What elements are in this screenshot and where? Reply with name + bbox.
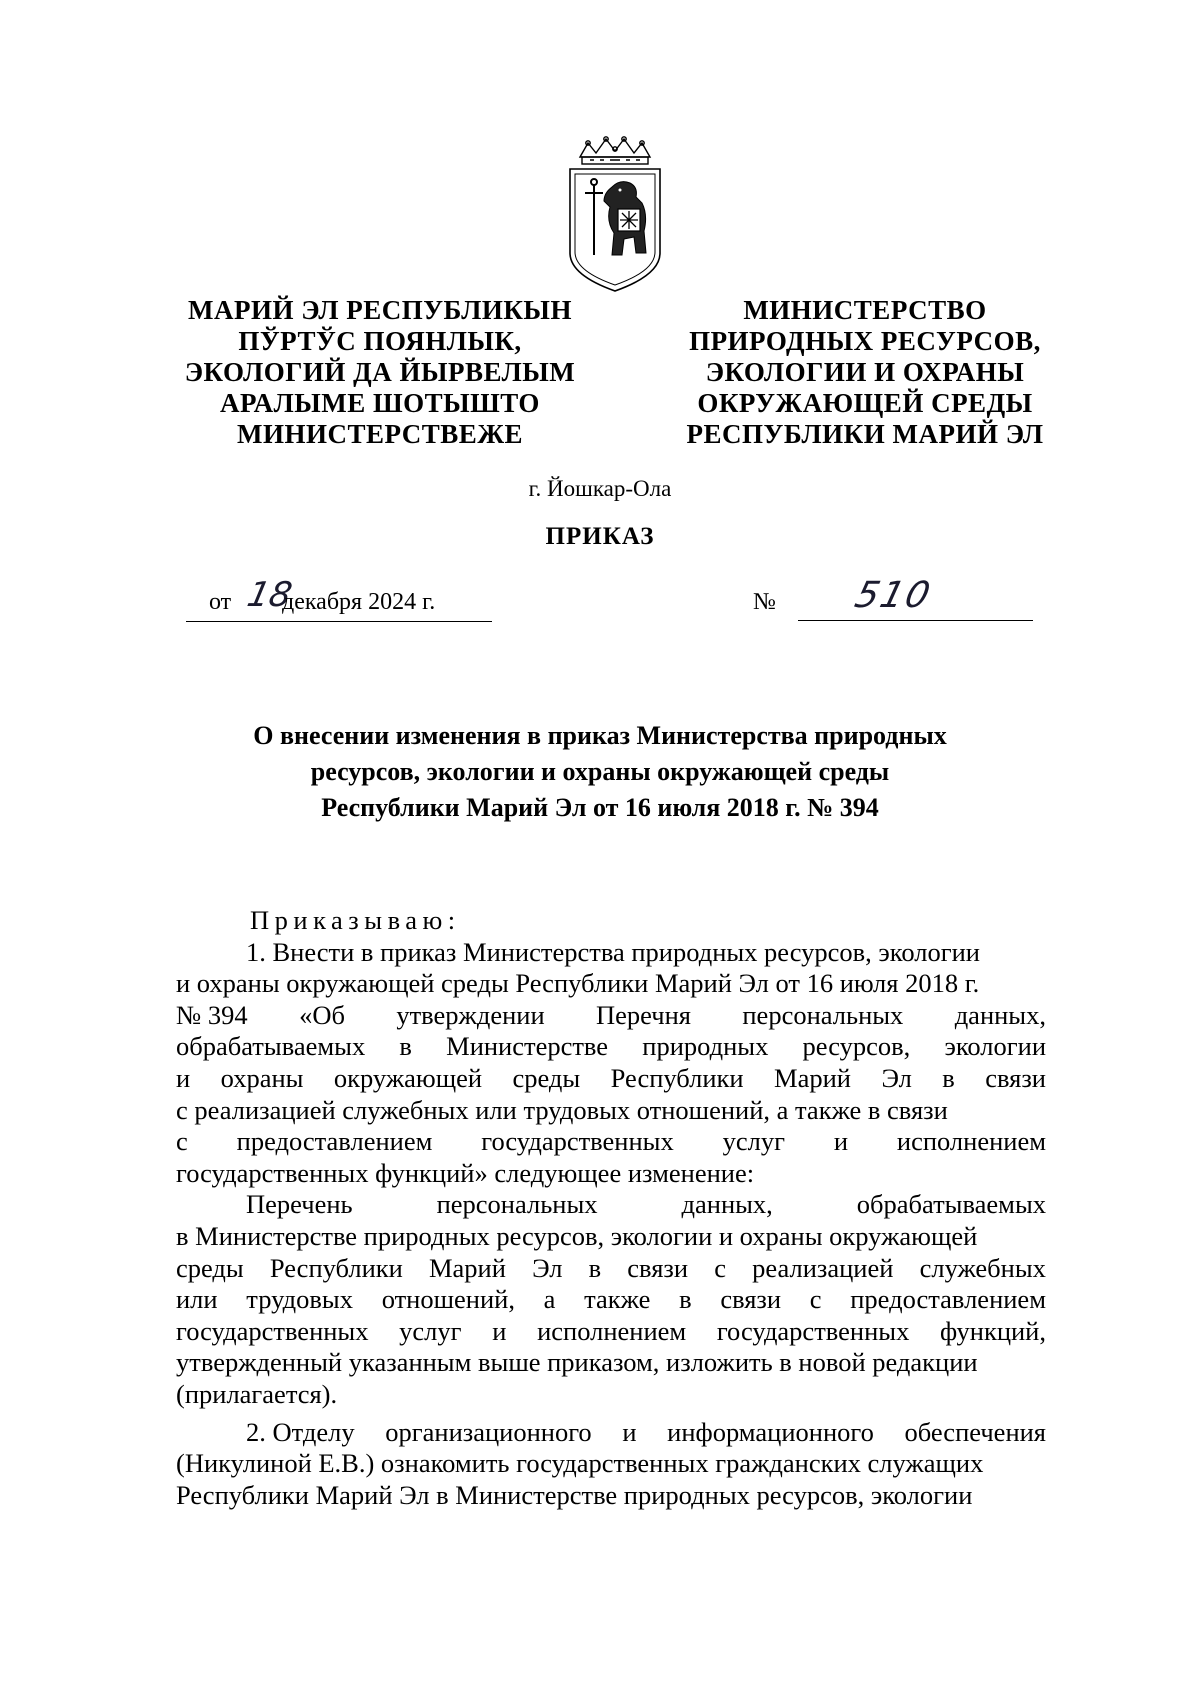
- body-line: (прилагается).: [176, 1378, 338, 1409]
- word: в: [399, 1031, 412, 1062]
- body-line-justified: [176, 1189, 1046, 1221]
- word: Эл: [532, 1252, 563, 1283]
- word: окружающей: [333, 1062, 483, 1093]
- body-line-justified: [176, 1284, 1046, 1316]
- body-line-justified: [176, 1031, 1046, 1063]
- body-line: государственных функций» следующее изменение:: [176, 1157, 755, 1188]
- word: ресурсов,: [802, 1031, 911, 1062]
- word: в: [588, 1252, 602, 1283]
- date-prefix: от: [209, 589, 232, 615]
- header-right-line: МИНИСТЕРСТВО: [743, 295, 987, 325]
- header-right-line: ЭКОЛОГИИ И ОХРАНЫ: [705, 357, 1025, 387]
- header-right-russian: [660, 295, 1070, 450]
- word: предоставлением: [850, 1284, 1046, 1315]
- word: обрабатываемых: [176, 1031, 366, 1062]
- number-underline: [798, 620, 1033, 621]
- word: трудовых: [246, 1284, 353, 1315]
- word: данных,: [681, 1189, 773, 1220]
- word: связи: [985, 1062, 1046, 1093]
- subject-line: Республики Марий Эл от 16 июля 2018 г. № 394: [321, 793, 879, 822]
- subject-line: О внесении изменения в приказ Министерства природных: [253, 721, 947, 750]
- word: Республики: [610, 1062, 744, 1093]
- word: а: [543, 1284, 556, 1315]
- date-month-year: декабря 2024 г.: [282, 589, 436, 615]
- coat-of-arms-emblem: [560, 135, 670, 295]
- word: обеспечения: [904, 1416, 1046, 1447]
- word: № 394: [176, 999, 248, 1030]
- order-body: [176, 905, 1046, 1511]
- word: услуг: [722, 1126, 785, 1157]
- body-line: Республики Марий Эл в Министерстве природных ресурсов, экологии: [176, 1479, 973, 1510]
- word: организационного: [385, 1416, 592, 1447]
- word: информационного: [667, 1416, 874, 1447]
- word: и: [622, 1416, 637, 1447]
- document-type-title: ПРИКАЗ: [545, 523, 655, 550]
- body-line: в Министерстве природных ресурсов, экологии и охраны окружающей: [176, 1220, 978, 1251]
- word: в: [679, 1284, 692, 1315]
- word: «Об: [299, 999, 345, 1030]
- word: Перечня: [596, 999, 691, 1030]
- word: Марий: [428, 1252, 506, 1283]
- word: среды: [176, 1252, 244, 1283]
- number-handwritten: 510: [850, 575, 936, 616]
- body-line: и охраны окружающей среды Республики Марий Эл от 16 июля 2018 г.: [176, 968, 980, 999]
- word: государственных: [481, 1126, 674, 1157]
- word: функций,: [940, 1315, 1046, 1346]
- word: также: [584, 1284, 651, 1315]
- word: персональных: [436, 1189, 598, 1220]
- word: обрабатываемых: [856, 1189, 1046, 1220]
- word: и: [176, 1062, 191, 1093]
- body-line: с реализацией служебных или трудовых отношений, а также в связи: [176, 1094, 948, 1125]
- header-left-mari: [170, 295, 590, 450]
- word: государственных: [716, 1315, 910, 1346]
- word: Министерстве: [446, 1031, 609, 1062]
- body-line: (Никулиной Е.В.) ознакомить государственных гражданских служащих: [176, 1448, 984, 1479]
- word: Эл: [881, 1062, 912, 1093]
- body-line-justified: [176, 1417, 1046, 1449]
- word: охраны: [220, 1062, 304, 1093]
- word: природных: [642, 1031, 769, 1062]
- header-left-line: МИНИСТЕРСТВЕЖЕ: [236, 419, 524, 449]
- word: услуг: [399, 1315, 462, 1346]
- word: в: [942, 1062, 955, 1093]
- word: государственных: [176, 1315, 369, 1346]
- header-left-line: ПЎРТЎС ПОЯНЛЫК,: [238, 326, 522, 356]
- header-right-line: РЕСПУБЛИКИ МАРИЙ ЭЛ: [686, 419, 1044, 449]
- word: среды: [512, 1062, 581, 1093]
- word: 2. Отделу: [246, 1416, 355, 1447]
- word: персональных: [742, 999, 904, 1030]
- word: утверждении: [396, 999, 545, 1030]
- word: экологии: [944, 1031, 1046, 1062]
- body-line: утвержденный указанным выше приказом, изложить в новой редакции: [176, 1347, 978, 1378]
- word: Перечень: [246, 1189, 353, 1220]
- header-left-line: АРАЛЫМЕ ШОТЫШТО: [220, 388, 540, 418]
- word: служебных: [919, 1252, 1046, 1283]
- word: с: [714, 1252, 726, 1283]
- date-day-handwritten: 18: [243, 575, 296, 615]
- header-right-line: ПРИРОДНЫХ РЕСУРСОВ,: [689, 326, 1041, 356]
- number-sign: №: [753, 589, 776, 615]
- order-subject: [0, 718, 1200, 826]
- body-line: 1. Внести в приказ Министерства природных ресурсов, экологии: [246, 936, 980, 967]
- word: реализацией: [752, 1252, 894, 1283]
- date-field: [186, 575, 492, 622]
- city-name: г. Йошкар-Ола: [528, 476, 672, 501]
- body-line-justified: [176, 1000, 1046, 1032]
- header-right-line: ОКРУЖАЮЩЕЙ СРЕДЫ: [697, 388, 1033, 418]
- word: исполнением: [896, 1126, 1046, 1157]
- prikazyvayu-heading: Приказываю:: [250, 905, 461, 935]
- subject-line: ресурсов, экологии и охраны окружающей среды: [310, 757, 890, 786]
- word: Марий: [774, 1062, 851, 1093]
- word: данных,: [954, 999, 1046, 1030]
- word: с: [176, 1126, 188, 1157]
- body-line-justified: [176, 1063, 1046, 1095]
- header-left-line: МАРИЙ ЭЛ РЕСПУБЛИКЫН: [188, 295, 572, 325]
- word: Республики: [269, 1252, 403, 1283]
- word: связи: [627, 1252, 689, 1283]
- header-left-line: ЭКОЛОГИЙ ДА ЙЫРВЕЛЫМ: [184, 357, 576, 387]
- body-line-justified: [176, 1253, 1046, 1285]
- body-line-justified: [176, 1316, 1046, 1348]
- word: или: [176, 1284, 218, 1315]
- word: и: [492, 1315, 507, 1346]
- word: предоставлением: [236, 1126, 433, 1157]
- body-line-justified: [176, 1126, 1046, 1158]
- word: исполнением: [537, 1315, 687, 1346]
- word: и: [833, 1126, 849, 1157]
- number-field: [753, 575, 1033, 621]
- word: связи: [720, 1284, 782, 1315]
- word: отношений,: [381, 1284, 515, 1315]
- word: с: [809, 1284, 822, 1315]
